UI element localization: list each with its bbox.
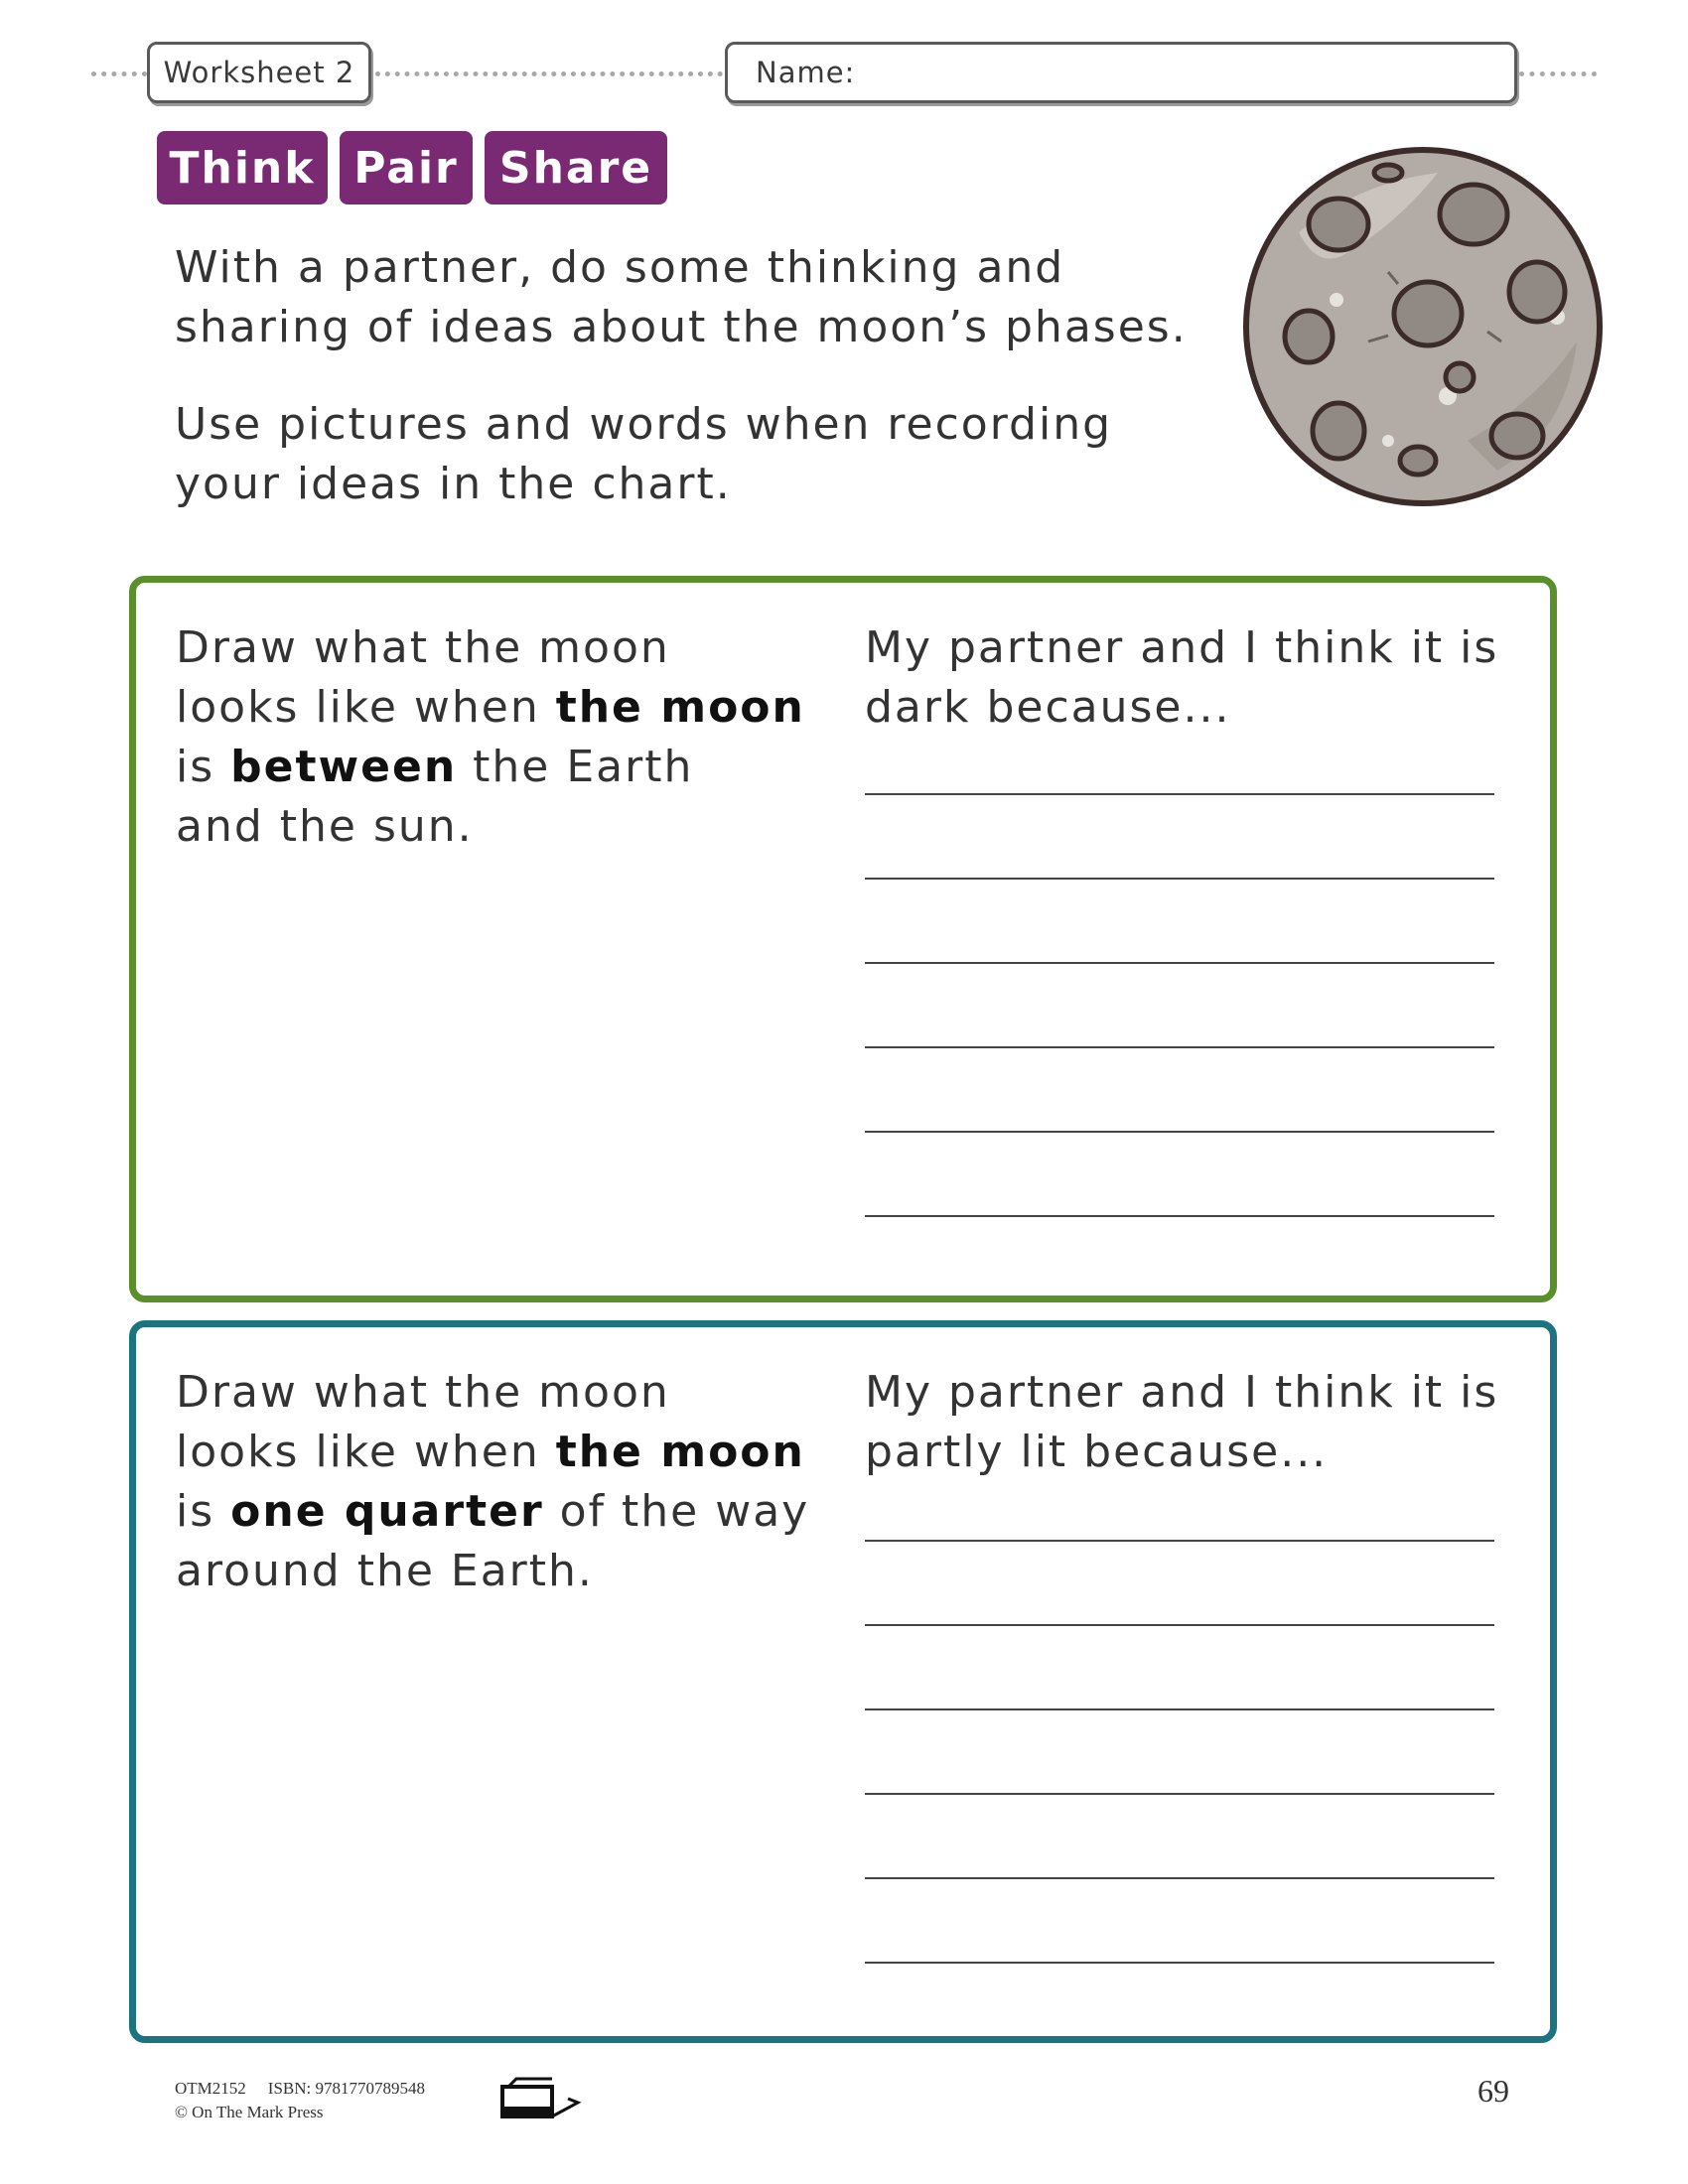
writing-line[interactable]: [865, 1624, 1494, 1626]
prompt-text: the Earth: [457, 742, 694, 792]
page-number: 69: [1477, 2073, 1509, 2109]
dotted-rule-right: [1519, 71, 1597, 76]
prompt-text: of the way: [543, 1486, 810, 1537]
prompt-line: [176, 1482, 811, 1542]
tag-share: Share: [485, 131, 667, 205]
intro-line: your ideas in the chart.: [175, 459, 732, 509]
draw-prompt: [176, 1363, 811, 1601]
publisher-logo-icon: [498, 2077, 582, 2124]
intro-paragraph-2: [175, 395, 1227, 514]
draw-prompt: [176, 618, 811, 857]
writing-line[interactable]: [865, 1540, 1494, 1542]
moon-icon: [1239, 143, 1607, 510]
writing-line[interactable]: [865, 1877, 1494, 1879]
dotted-rule-middle: [375, 71, 723, 76]
chart-box-new-moon: [129, 576, 1557, 1302]
worksheet-label: Worksheet 2: [147, 42, 371, 103]
writing-line[interactable]: [865, 1708, 1494, 1710]
prompt-line: Draw what the moon: [176, 622, 670, 673]
prompt-line: [176, 678, 811, 738]
intro-line: sharing of ideas about the moon’s phases.: [175, 302, 1188, 352]
intro-line: Use pictures and words when recording: [175, 399, 1113, 450]
prompt-line: [176, 1423, 811, 1482]
dotted-rule-left: [91, 71, 147, 76]
footer-info: [175, 2077, 447, 2124]
footer-line: [175, 2077, 447, 2101]
product-code: OTM2152: [175, 2079, 246, 2098]
writing-line[interactable]: [865, 962, 1494, 964]
prompt-text: is: [176, 742, 231, 792]
reason-prompt: [865, 1363, 1540, 1482]
prompt-line: [176, 738, 811, 797]
prompt-bold-text: the moon: [555, 1427, 805, 1477]
name-label: Name:: [756, 56, 856, 89]
writing-line[interactable]: [865, 793, 1494, 795]
prompt-text: looks like when: [176, 682, 556, 733]
prompt-line: Draw what the moon: [176, 1367, 670, 1418]
writing-line[interactable]: [865, 878, 1494, 880]
reason-line: dark because...: [865, 682, 1231, 733]
isbn: ISBN: 9781770789548: [267, 2079, 425, 2098]
writing-line[interactable]: [865, 1046, 1494, 1048]
tag-think: Think: [157, 131, 328, 205]
reason-line: My partner and I think it is: [865, 622, 1499, 673]
prompt-bold-text: the moon: [555, 682, 805, 733]
writing-line[interactable]: [865, 1793, 1494, 1795]
reason-line: My partner and I think it is: [865, 1367, 1499, 1418]
prompt-line: and the sun.: [176, 801, 474, 852]
prompt-text: looks like when: [176, 1427, 556, 1477]
reason-line: partly lit because...: [865, 1427, 1329, 1477]
reason-prompt: [865, 618, 1540, 738]
chart-box-quarter-moon: [129, 1320, 1557, 2043]
name-field[interactable]: [725, 42, 1517, 103]
writing-line[interactable]: [865, 1131, 1494, 1133]
prompt-bold-text: between: [230, 742, 458, 792]
prompt-bold-text: one quarter: [230, 1486, 544, 1537]
intro-paragraph-1: [175, 238, 1227, 357]
tag-pair: Pair: [340, 131, 473, 205]
intro-line: With a partner, do some thinking and: [175, 242, 1065, 293]
publisher: © On The Mark Press: [175, 2103, 324, 2121]
prompt-line: around the Earth.: [176, 1546, 594, 1596]
prompt-text: is: [176, 1486, 231, 1537]
writing-line[interactable]: [865, 1962, 1494, 1964]
writing-line[interactable]: [865, 1215, 1494, 1217]
